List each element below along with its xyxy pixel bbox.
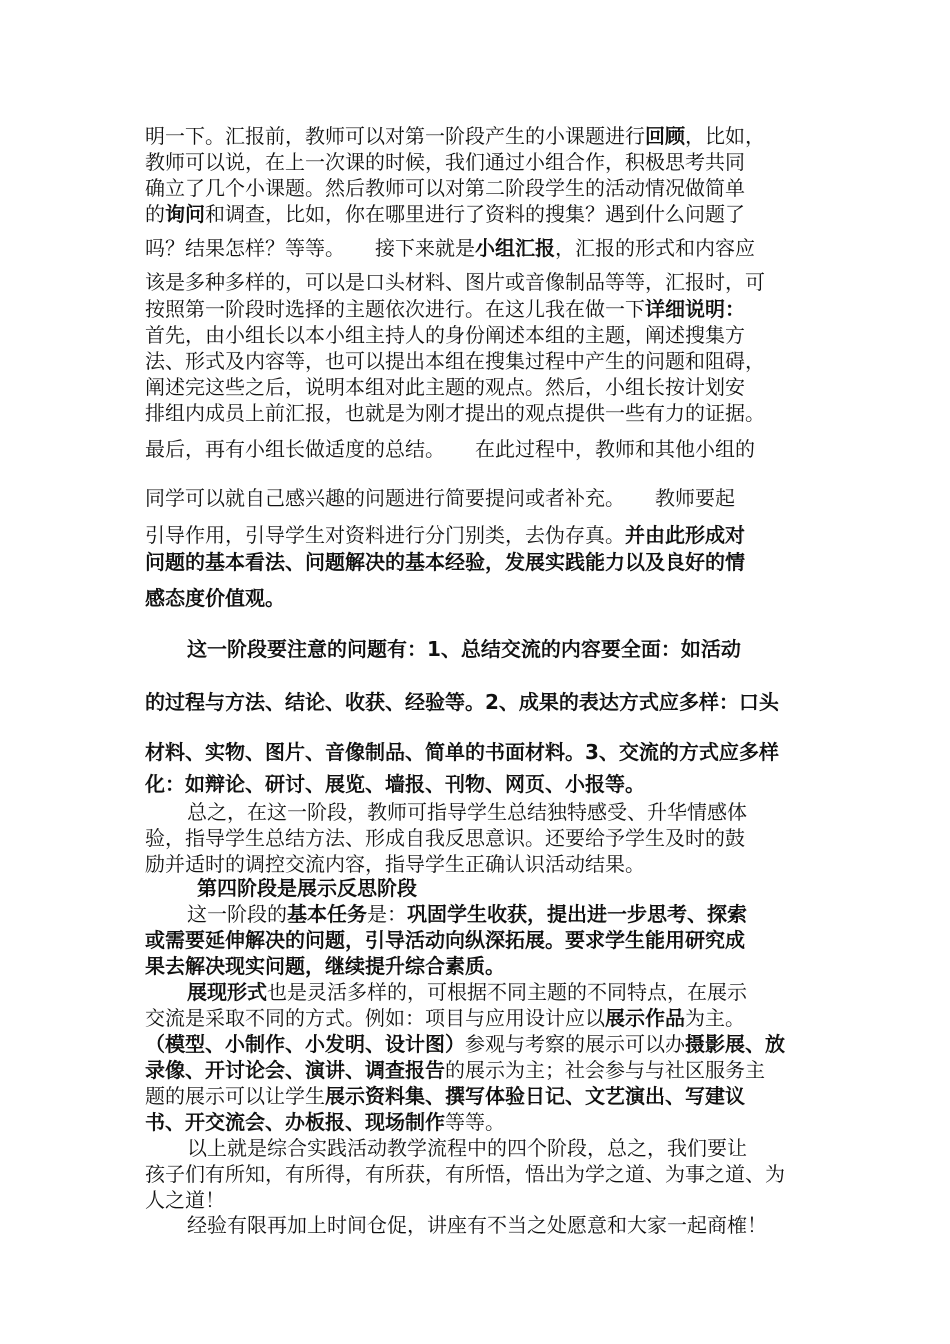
text-line: 这一阶段要注意的问题有：1、总结交流的内容要全面：如活动 [187,637,741,661]
text-line: 以上就是综合实践活动教学流程中的四个阶段，总之，我们要让 [187,1136,747,1160]
text-line: 法、形式及内容等，也可以提出本组在搜集过程中产生的问题和阻碍， [145,349,765,373]
text-line: 果去解决现实问题，继续提升综合素质。 [145,954,505,978]
text-line: 的过程与方法、结论、收获、经验等。2、成果的表达方式应多样：口头 [145,690,779,714]
text-line: 按照第一阶段时选择的主题依次进行。在这儿我在做一下详细说明： [145,297,745,321]
text-line: 这一阶段的基本任务是：巩固学生收获，提出进一步思考、探索 [187,902,747,926]
text-line: 化：如辩论、研讨、展览、墙报、刊物、网页、小报等。 [145,772,645,796]
section-heading: 第四阶段是展示反思阶段 [197,876,417,900]
text-line: （模型、小制作、小发明、设计图）参观与考察的展示可以办摄影展、放 [145,1032,785,1056]
text-line: 该是多种多样的，可以是口头材料、图片或音像制品等等，汇报时，可 [145,270,765,294]
text-line: 教师可以说，在上一次课的时候，我们通过小组合作，积极思考共同 [145,150,745,174]
text-line: 励并适时的调控交流内容，指导学生正确认识活动结果。 [145,852,645,876]
text-line: 书、开交流会、办板报、现场制作等等。 [145,1110,505,1134]
text-line: 录像、开讨论会、演讲、调查报告的展示为主；社会参与与社区服务主 [145,1058,765,1082]
text-line: 最后，再有小组长做适度的总结。 在此过程中，教师和其他小组的 [145,437,755,461]
text-line: 验，指导学生总结方法、形成自我反思意识。还要给予学生及时的鼓 [145,826,745,850]
text-line: 经验有限再加上时间仓促，讲座有不当之处愿意和大家一起商榷！ [187,1213,767,1237]
text-line: 明一下。汇报前，教师可以对第一阶段产生的小课题进行回顾，比如， [145,124,765,148]
text-line: 排组内成员上前汇报，也就是为刚才提出的观点提供一些有力的证据。 [145,401,765,425]
text-line: 孩子们有所知，有所得，有所获，有所悟，悟出为学之道、为事之道、为 [145,1162,785,1186]
text-line: 同学可以就自己感兴趣的问题进行简要提问或者补充。 教师要起 [145,486,735,510]
text-line: 或需要延伸解决的问题，引导活动向纵深拓展。要求学生能用研究成 [145,928,745,952]
text-line: 材料、实物、图片、音像制品、简单的书面材料。3、交流的方式应多样 [145,740,779,764]
text-line: 的询问和调查，比如，你在哪里进行了资料的搜集？遇到什么问题了 [145,202,745,226]
text-line: 吗？结果怎样？等等。 接下来就是小组汇报，汇报的形式和内容应 [145,236,755,260]
text-line: 问题的基本看法、问题解决的基本经验，发展实践能力以及良好的情 [145,550,745,574]
text-line: 交流是采取不同的方式。例如：项目与应用设计应以展示作品为主。 [145,1006,745,1030]
text-line: 人之道！ [145,1188,225,1212]
text-line: 展现形式也是灵活多样的，可根据不同主题的不同特点，在展示 [187,980,747,1004]
text-line: 总之，在这一阶段，教师可指导学生总结独特感受、升华情感体 [187,800,747,824]
text-line: 阐述完这些之后，说明本组对此主题的观点。然后，小组长按计划安 [145,375,745,399]
text-line: 确立了几个小课题。然后教师可以对第二阶段学生的活动情况做简单 [145,176,745,200]
text-line: 感态度价值观。 [145,586,285,610]
text-line: 首先，由小组长以本小组主持人的身份阐述本组的主题，阐述搜集方 [145,323,745,347]
text-line: 引导作用，引导学生对资料进行分门别类，去伪存真。并由此形成对 [145,523,745,547]
text-line: 题的展示可以让学生展示资料集、撰写体验日记、文艺演出、写建议 [145,1084,745,1108]
